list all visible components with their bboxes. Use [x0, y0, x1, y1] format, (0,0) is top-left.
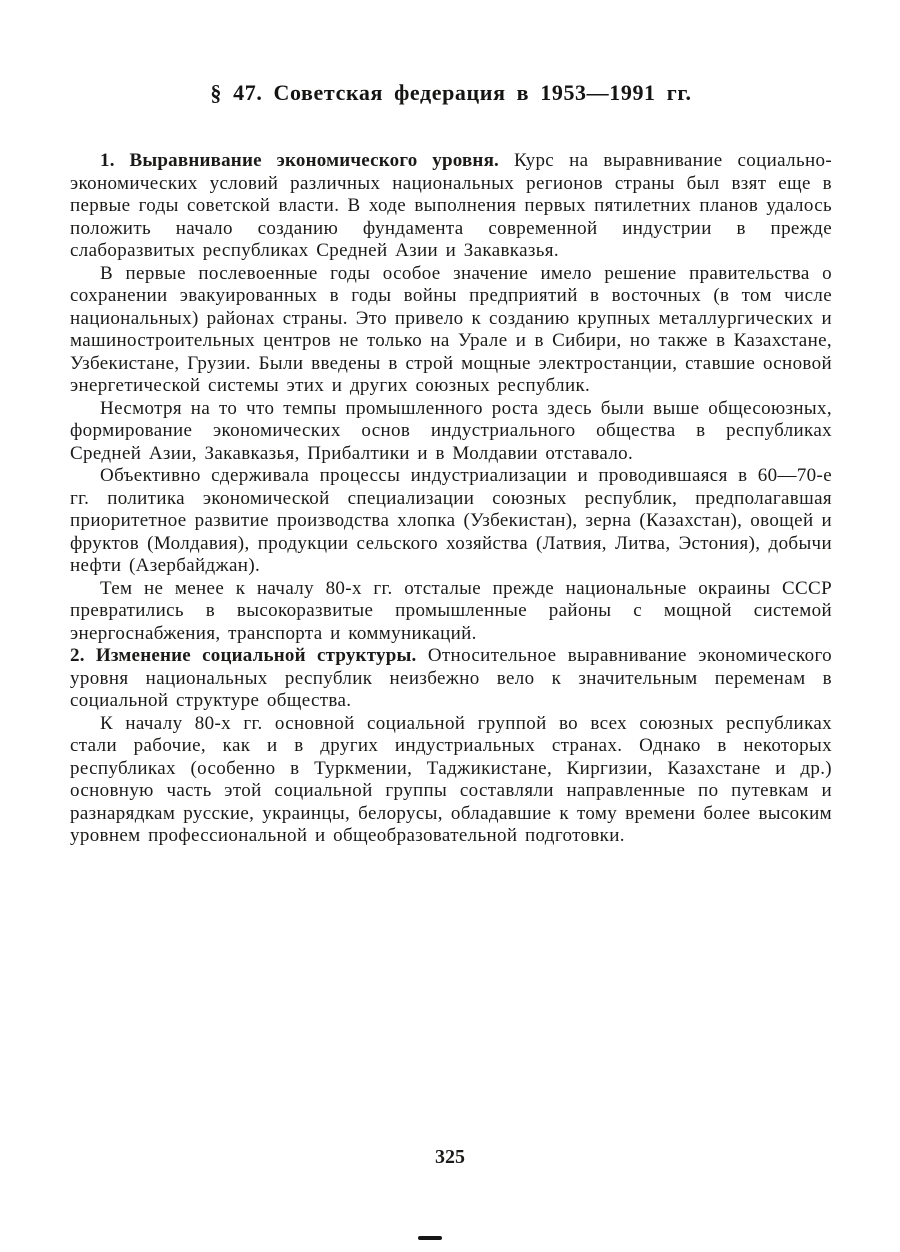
scan-artifact [418, 1236, 442, 1240]
paragraph [70, 398, 832, 466]
paragraph-text: Курс на выравнивание социально-экономических условий различных национальных регионов страны был взят еще в первые годы советской власти. В ходе выполнения первых пятилетних планов удалось положить начало созданию фундамента современной индустрии в прежде слаборазвитых республиках Средней Азии и Закавказья. [70, 150, 833, 261]
section-title: § 47. Советская федерация в 1953—1991 гг. [210, 80, 692, 105]
paragraph [70, 713, 832, 848]
paragraph-lead: 2. Изменение социальной структуры. [70, 645, 417, 666]
paragraph [70, 150, 832, 263]
paragraph-text: Относительное выравнивание экономического уровня национальных республик неизбежно вело к значительным переменам в социальной структуре общества. [70, 645, 833, 711]
paragraph-text: Объективно сдерживала процессы индустриализации и проводившаяся в 60—70-е гг. политика экономической специализации союзных республик, предполагавшая приоритетное развитие производства хлопка (Узбекистан), зерна (Казахстан), овощей и фруктов (Молдавия), продукции сельского хозяйства (Латвия, Литва, Эстония), добычи нефти (Азербайджан). [70, 465, 832, 576]
paragraph-text: Несмотря на то что темпы промышленного роста здесь были выше общесоюзных, формирование экономических основ индустриального общества в республиках Средней Азии, Закавказья, Прибалтики и в Молдавии отставало. [70, 397, 832, 464]
body-text [70, 150, 832, 848]
page-number: 325 [435, 1146, 465, 1168]
paragraph [70, 645, 832, 713]
paragraph [70, 465, 832, 578]
paragraph-lead: 1. Выравнивание экономического уровня. [100, 150, 500, 171]
paragraph-text: Тем не менее к началу 80-х гг. отсталые прежде национальные окраины СССР превратились в высокоразвитые промышленные районы с мощной системой энергоснабжения, транспорта и коммуникаций. [70, 577, 832, 644]
paragraph [70, 263, 832, 398]
paragraph [70, 578, 832, 646]
paragraph-text: В первые послевоенные годы особое значение имело решение правительства о сохранении эвакуированных в годы войны предприятий в восточных (в том числе национальных) районах страны. Это привело к созданию крупных металлургических и машиностроительных центров не только на Урале и в Сибири, но также в Казахстане, Узбекистане, Грузии. Были введены в строй мощные электростанции, ставшие основой энергетической системы этих и других союзных республик. [70, 262, 832, 396]
paragraph-text: К началу 80-х гг. основной социальной группой во всех союзных республиках стали рабочие, как и в других индустриальных странах. Однако в некоторых республиках (особенно в Туркмении, Таджикистане, Киргизии, Казахстане и др.) основную часть этой социальной группы составляли направленные по путевкам и разнарядкам русские, украинцы, белорусы, обладавшие к тому времени более высоким уровнем профессиональной и общеобразовательной подготовки. [70, 712, 832, 846]
